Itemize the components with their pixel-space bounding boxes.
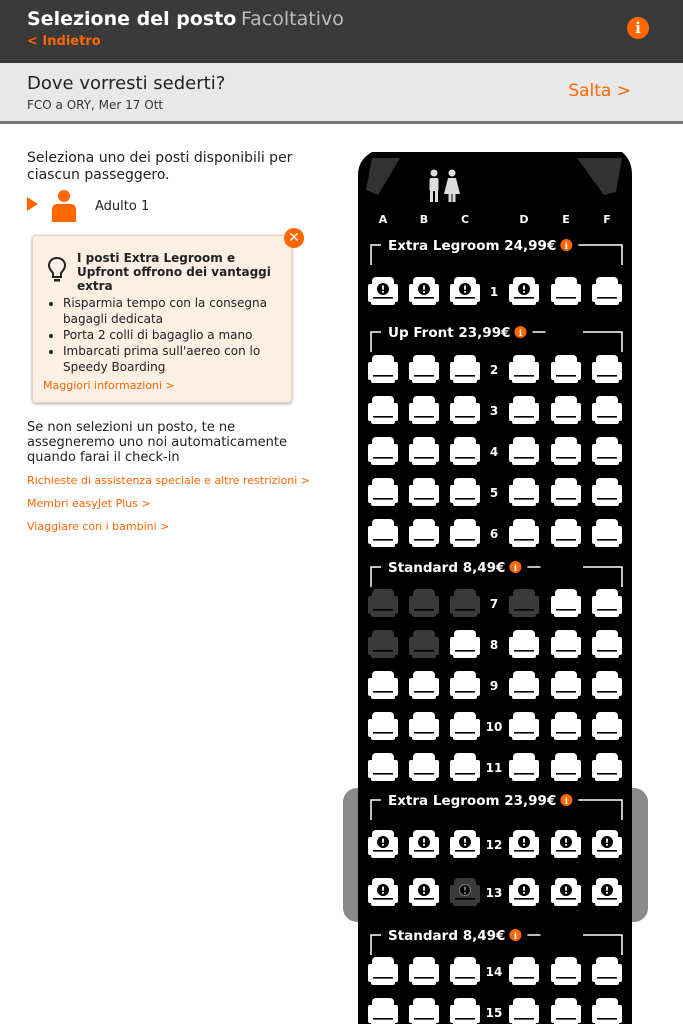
seat-available[interactable] — [509, 478, 539, 506]
more-info-link[interactable]: Maggiori informazioni > — [43, 379, 175, 392]
seat-occupied — [509, 589, 539, 617]
legroom-icon — [519, 885, 530, 896]
seat-available[interactable] — [409, 355, 439, 383]
info-icon[interactable]: i — [627, 17, 649, 39]
seat-available[interactable] — [450, 712, 480, 740]
seat-available[interactable] — [450, 630, 480, 658]
svg-text:i: i — [518, 328, 523, 339]
seat-available[interactable] — [368, 712, 398, 740]
seat-available[interactable] — [409, 437, 439, 465]
column-letter-f: F — [603, 213, 611, 226]
seat-available[interactable] — [450, 957, 480, 985]
seat-available[interactable] — [409, 712, 439, 740]
seat-available[interactable] — [509, 355, 539, 383]
seat-available[interactable] — [409, 957, 439, 985]
legroom-seat[interactable] — [592, 878, 622, 906]
seat-available[interactable] — [409, 396, 439, 424]
section-label: Extra Legroom 24,99€ — [388, 238, 557, 254]
legroom-icon — [561, 837, 572, 848]
column-letter-a: A — [378, 213, 388, 226]
column-letter-b: B — [419, 213, 429, 226]
seat-available[interactable] — [551, 396, 581, 424]
column-letter-c: C — [460, 213, 470, 226]
seat-occupied — [368, 630, 398, 658]
seat-available[interactable] — [551, 957, 581, 985]
seat-available[interactable] — [368, 998, 398, 1024]
seat-available[interactable] — [551, 478, 581, 506]
legroom-seat[interactable] — [368, 830, 398, 858]
seat-available[interactable] — [450, 519, 480, 547]
skip-link[interactable]: Salta > — [568, 81, 631, 101]
row-number: 9 — [489, 679, 499, 693]
legroom-seat[interactable] — [450, 830, 480, 858]
special-assistance-link[interactable]: Richieste di assistenza speciale e altre restrizioni > — [27, 474, 310, 487]
seat-available[interactable] — [592, 396, 622, 424]
legroom-icon — [378, 837, 389, 848]
seat-available[interactable] — [551, 753, 581, 781]
legroom-icon — [419, 837, 430, 848]
seat-available[interactable] — [551, 277, 581, 305]
seat-available[interactable] — [368, 437, 398, 465]
seat-available[interactable] — [368, 396, 398, 424]
seat-available[interactable] — [592, 630, 622, 658]
travel-with-children-link[interactable]: Viaggiare con i bambini > — [27, 520, 170, 533]
seat-available[interactable] — [509, 998, 539, 1024]
row-number: 11 — [485, 761, 503, 775]
seat-available[interactable] — [592, 355, 622, 383]
seat-available[interactable] — [368, 957, 398, 985]
seat-available[interactable] — [409, 478, 439, 506]
seat-available[interactable] — [592, 589, 622, 617]
row-number: 2 — [489, 363, 499, 377]
seat-available[interactable] — [368, 478, 398, 506]
seat-available[interactable] — [450, 437, 480, 465]
seat-available[interactable] — [509, 519, 539, 547]
legroom-seat[interactable] — [409, 830, 439, 858]
section-label: Standard 8,49€ — [388, 560, 506, 576]
seat-available[interactable] — [409, 753, 439, 781]
column-letter-e: E — [562, 213, 570, 226]
row-number: 8 — [489, 638, 499, 652]
seat-occupied — [409, 630, 439, 658]
svg-text:i: i — [564, 796, 569, 807]
legroom-seat[interactable] — [509, 830, 539, 858]
benefit-item: • Porta 2 colli di bagaglio a mano — [63, 327, 303, 343]
seat-available[interactable] — [592, 519, 622, 547]
legroom-icon — [519, 837, 530, 848]
seat-available[interactable] — [509, 630, 539, 658]
seat-available[interactable] — [509, 437, 539, 465]
seat-available[interactable] — [450, 753, 480, 781]
legroom-seat[interactable] — [551, 878, 581, 906]
legroom-seat[interactable] — [409, 878, 439, 906]
section-label: Standard 8,49€ — [388, 928, 506, 944]
seat-available[interactable] — [551, 519, 581, 547]
seat-available[interactable] — [368, 519, 398, 547]
back-link[interactable]: < Indietro — [27, 34, 101, 49]
legroom-seat[interactable] — [450, 277, 480, 305]
seat-occupied — [450, 589, 480, 617]
legroom-icon — [519, 284, 530, 295]
benefit-item: • Imbarcati prima sull'aereo con lo Speedy Boarding — [63, 343, 303, 375]
svg-text:i: i — [564, 241, 569, 252]
legroom-seat[interactable] — [592, 830, 622, 858]
legroom-seat[interactable] — [551, 830, 581, 858]
seat-available[interactable] — [368, 671, 398, 699]
row-number: 1 — [489, 285, 499, 299]
seat-available[interactable] — [592, 957, 622, 985]
legroom-icon — [460, 837, 471, 848]
seat-available[interactable] — [551, 630, 581, 658]
seat-available[interactable] — [551, 671, 581, 699]
easyjet-plus-link[interactable]: Membri easyJet Plus > — [27, 497, 151, 510]
row-number: 10 — [485, 720, 503, 734]
legroom-icon — [419, 284, 430, 295]
seat-available[interactable] — [592, 437, 622, 465]
legroom-icon — [378, 284, 389, 295]
seat-available[interactable] — [409, 671, 439, 699]
seat-available[interactable] — [450, 396, 480, 424]
seat-available[interactable] — [551, 712, 581, 740]
row-number: 3 — [489, 404, 499, 418]
legroom-icon — [460, 885, 471, 896]
legroom-seat[interactable] — [368, 277, 398, 305]
passenger-label: Adulto 1 — [95, 199, 150, 214]
page-title: Selezione del posto — [27, 8, 237, 30]
row-number: 13 — [485, 886, 503, 900]
legroom-seat-occupied — [450, 878, 480, 906]
seat-available[interactable] — [551, 355, 581, 383]
section-label: Up Front 23,99€ — [388, 325, 511, 341]
seat-available[interactable] — [509, 671, 539, 699]
seat-available[interactable] — [409, 998, 439, 1024]
seat-available[interactable] — [368, 753, 398, 781]
legroom-icon — [378, 885, 389, 896]
legroom-seat[interactable] — [368, 878, 398, 906]
seat-available[interactable] — [450, 998, 480, 1024]
seat-available[interactable] — [592, 277, 622, 305]
close-icon[interactable]: ✕ — [284, 228, 304, 248]
seat-available[interactable] — [592, 671, 622, 699]
seat-available[interactable] — [450, 355, 480, 383]
seat-occupied — [368, 589, 398, 617]
column-letter-d: D — [519, 213, 529, 226]
seat-available[interactable] — [592, 478, 622, 506]
seat-available[interactable] — [509, 753, 539, 781]
section-label: Extra Legroom 23,99€ — [388, 793, 557, 809]
row-number: 5 — [489, 486, 499, 500]
seat-available[interactable] — [368, 355, 398, 383]
svg-text:i: i — [513, 931, 518, 942]
tooltip-title: I posti Extra Legroom e Upfront offrono dei vantaggi extra — [77, 251, 271, 293]
seat-available[interactable] — [551, 589, 581, 617]
seat-available[interactable] — [592, 998, 622, 1024]
seat-question: Dove vorresti sederti? — [27, 73, 226, 94]
legroom-icon — [602, 837, 613, 848]
legroom-icon — [419, 885, 430, 896]
seat-available[interactable] — [509, 396, 539, 424]
legroom-icon — [561, 885, 572, 896]
page-subtitle: Facoltativo — [241, 8, 344, 30]
seat-available[interactable] — [409, 519, 439, 547]
row-number: 4 — [489, 445, 499, 459]
benefit-item: • Risparmia tempo con la consegna bagagli dedicata — [63, 295, 303, 327]
seat-available[interactable] — [450, 671, 480, 699]
auto-assign-note: Se non selezioni un posto, te ne assegneremo uno noi automaticamente quando farai il check-in — [27, 420, 288, 465]
seat-available[interactable] — [450, 478, 480, 506]
svg-text:i: i — [513, 563, 518, 574]
row-number: 15 — [485, 1006, 503, 1020]
legroom-seat[interactable] — [409, 277, 439, 305]
row-number: 7 — [489, 597, 499, 611]
legroom-icon — [602, 885, 613, 896]
flight-route: FCO a ORY, Mer 17 Ott — [27, 98, 164, 112]
legroom-icon — [460, 284, 471, 295]
instruction-text: Seleziona uno dei posti disponibili per ciascun passeggero. — [27, 150, 293, 183]
seat-available[interactable] — [551, 998, 581, 1024]
seat-available[interactable] — [551, 437, 581, 465]
row-number: 12 — [485, 838, 503, 852]
row-number: 14 — [485, 965, 503, 979]
row-number: 6 — [489, 527, 499, 541]
legroom-seat[interactable] — [509, 277, 539, 305]
seat-available[interactable] — [509, 957, 539, 985]
seat-available[interactable] — [509, 712, 539, 740]
legroom-seat[interactable] — [509, 878, 539, 906]
seat-occupied — [409, 589, 439, 617]
seat-available[interactable] — [592, 753, 622, 781]
seat-available[interactable] — [592, 712, 622, 740]
